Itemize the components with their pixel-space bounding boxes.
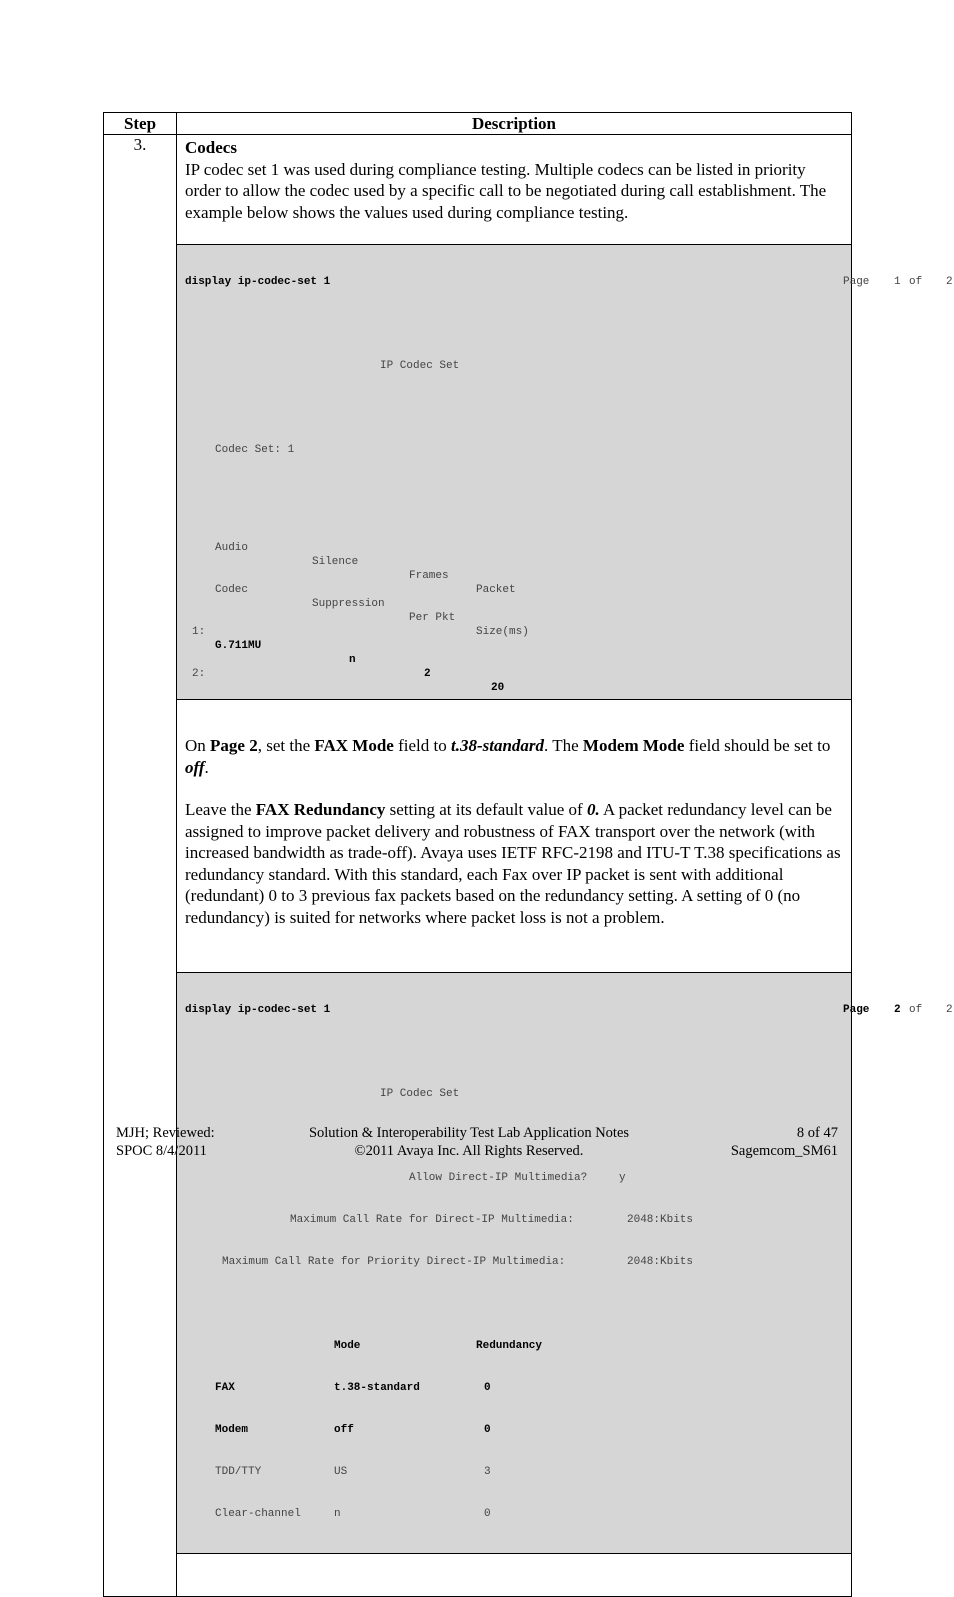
mode-row — [177, 1381, 851, 1395]
screen2-page-of: of — [909, 1004, 923, 1016]
mode-row-name: Modem — [215, 1424, 249, 1436]
p2-text: A packet redundancy level can be assigned to improve packet delivery and robustness of FAX transport over the network (with increased bandwidth as trade-off). Avaya uses IETF RFC-2198 and ITU-T T.38 specifications as redundancy standard. With this standard, each Fax over IP packet is sent with additional (redundant) 0 to 3 previous fax packets based on the redundancy setting. A setting of 0 (no redundancy) is suited for networks where packet loss is not a problem. — [185, 800, 841, 927]
mode-row-redundancy: 0 — [484, 1382, 491, 1394]
p1-modem-mode: Modem Mode — [582, 736, 685, 755]
p1-text: . The — [544, 736, 583, 755]
screen1-command: display ip-codec-set 1 — [185, 276, 331, 288]
mode-row-name: TDD/TTY — [215, 1466, 262, 1478]
header-description: Description — [177, 113, 852, 135]
footer-center — [294, 1124, 644, 1160]
p2-text: setting at its default value of — [385, 800, 587, 819]
footer-right — [731, 1124, 838, 1160]
screen1-col-frames: Frames — [409, 570, 449, 582]
codec-row — [177, 653, 851, 680]
screen2-title: IP Codec Set — [380, 1088, 460, 1100]
screen2-page-label: Page — [843, 1004, 870, 1016]
footer-page-number: 8 of 47 — [796, 1125, 838, 1141]
mode-row-name: FAX — [215, 1382, 235, 1394]
mode-row — [177, 1465, 851, 1479]
max-call-rate-label: Maximum Call Rate for Direct-IP Multimedia: — [290, 1214, 574, 1226]
col-redundancy: Redundancy — [476, 1340, 543, 1352]
footer-doc-id: Sagemcom_SM61 — [730, 1143, 838, 1159]
screen1-page-of: of — [909, 276, 923, 288]
trailing-space — [177, 1554, 851, 1596]
intro-text: IP codec set 1 was used during compliance testing. Multiple codecs can be listed in priority order to allow the codec used by a specific call to be negotiated during call establishment. The example below shows the values used during compliance testing. — [185, 159, 827, 222]
screen1-col-size: Size(ms) — [476, 626, 529, 638]
screen2-command: display ip-codec-set 1 — [185, 1004, 331, 1016]
step-table — [103, 112, 953, 1597]
p1-page2: Page 2 — [210, 736, 258, 755]
mode-row — [177, 1423, 851, 1437]
mode-row-mode: t.38-standard — [334, 1382, 420, 1394]
p1-text: On — [185, 736, 211, 755]
codec-row-index: 2: — [192, 668, 206, 680]
screen1-page-label: Page — [843, 276, 870, 288]
footer-author: MJH; Reviewed: — [116, 1125, 215, 1141]
screen1-col-packet: Packet — [476, 584, 516, 596]
p2-text: Leave the — [185, 800, 256, 819]
step-number: 3. — [104, 135, 177, 1597]
screen1-col-suppression: Suppression — [312, 598, 385, 610]
max-priority-rate-label: Maximum Call Rate for Priority Direct-IP Multimedia: — [222, 1256, 566, 1268]
codec-row-index: 1: — [192, 626, 206, 638]
p1-text: , set the — [257, 736, 315, 755]
col-mode: Mode — [334, 1340, 361, 1352]
p1-t38-standard: t.38-standard — [451, 736, 545, 755]
mode-row — [177, 1507, 851, 1521]
screen1-page-num: 1 — [894, 276, 901, 288]
step-description — [177, 135, 953, 1597]
screen1-col-perpkt: Per Pkt — [409, 612, 456, 624]
codec-row-size: 20 — [491, 682, 505, 694]
screen1-codec-set: Codec Set: 1 — [215, 444, 295, 456]
mode-row-redundancy: 3 — [484, 1466, 491, 1478]
allow-direct-ip-value: y — [619, 1172, 626, 1184]
max-priority-rate-value: 2048:Kbits — [627, 1256, 694, 1268]
p1-text: field should be set to — [684, 736, 831, 755]
screen2-page-total: 2 — [946, 1004, 953, 1016]
paragraph-fax-redundancy — [185, 799, 841, 928]
terminal-screen-page2 — [177, 972, 953, 1554]
codec-row-silence: n — [349, 654, 356, 666]
footer-copyright: ©2011 Avaya Inc. All Rights Reserved. — [354, 1143, 584, 1159]
footer-left — [116, 1124, 215, 1160]
p1-off: off — [185, 757, 205, 777]
terminal-screen-page1 — [177, 244, 953, 700]
header-step: Step — [104, 113, 177, 135]
screen1-title: IP Codec Set — [380, 360, 460, 372]
allow-direct-ip-label: Allow Direct-IP Multimedia? — [409, 1172, 588, 1184]
mode-row-redundancy: 0 — [484, 1424, 491, 1436]
footer-doc-title: Solution & Interoperability Test Lab Application Notes — [308, 1125, 630, 1141]
p1-fax-mode: FAX Mode — [314, 736, 394, 755]
codec-row-codec: G.711MU — [215, 640, 262, 652]
mode-row-mode: US — [334, 1466, 348, 1478]
p1-text: . — [204, 757, 209, 777]
mode-row-redundancy: 0 — [484, 1508, 491, 1520]
mode-row-mode: off — [334, 1424, 354, 1436]
section-title: Codecs — [185, 138, 237, 157]
screen2-page-num: 2 — [894, 1004, 901, 1016]
screen1-col-silence: Silence — [312, 556, 359, 568]
p1-text: field to — [393, 736, 451, 755]
p2-zero: 0. — [586, 800, 600, 819]
screen1-col-codec: Codec — [215, 584, 249, 596]
screen1-col-audio: Audio — [215, 542, 249, 554]
mode-row-mode: n — [334, 1508, 341, 1520]
max-call-rate-value: 2048:Kbits — [627, 1214, 694, 1226]
p2-fax-redundancy: FAX Redundancy — [255, 800, 386, 819]
screen1-page-total: 2 — [946, 276, 953, 288]
codec-row-frames: 2 — [424, 668, 431, 680]
footer-review-date: SPOC 8/4/2011 — [116, 1143, 207, 1159]
mode-row-name: Clear-channel — [215, 1508, 301, 1520]
paragraph-page2 — [185, 735, 841, 778]
